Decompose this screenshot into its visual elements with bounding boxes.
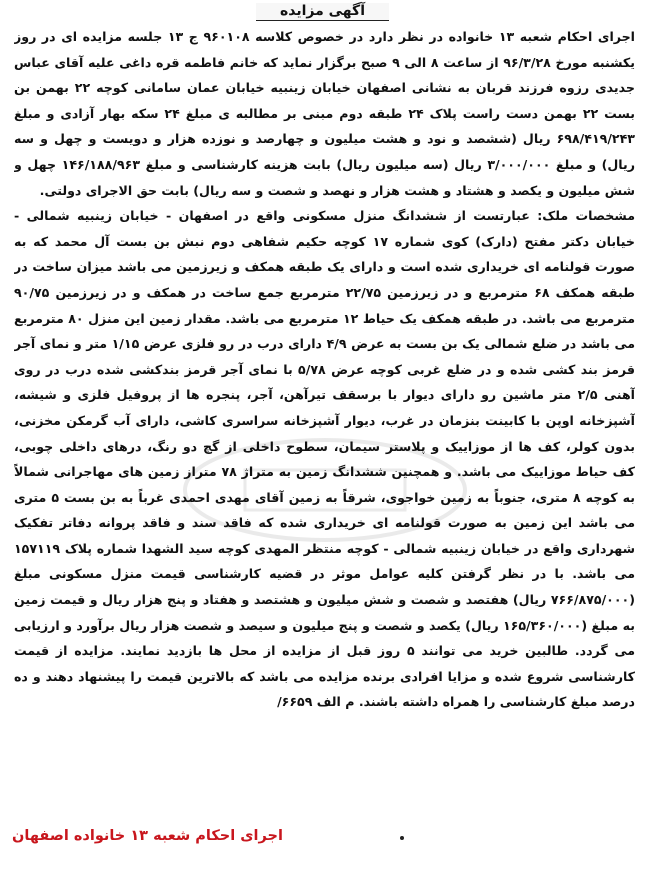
signature: اجرای احکام شعبه ۱۳ خانواده اصفهان bbox=[12, 828, 283, 844]
notice-paragraph-intro: اجرای احکام شعبه ۱۳ خانواده در نظر دارد در خصوص کلاسه ۹۶۰۱۰۸ ج ۱۳ جلسه مزایده ای در روز یکشنبه مورخ ۹۶/۳/۲۸ از ساعت ۸ الی ۹ صبح برگزار نماید که خانم فاطمه قره داغی علیه آقای عباس جدیدی رزوه فرزند قربان به نشانی اصفهان خیابان زینبیه خیابان عمان سامانی کوچه ۲۲ بهمن بن بست ۲۲ بهمن دست راست پلاک ۲۴ طبقه دوم مبنی بر مطالبه ی مبلغ ۲۴ سکه بهار آزادی و مبلغ ۶۹۸/۴۱۹/۲۴۳ ریال (ششصد و نود و هشت میلیون و چهارصد و نوزده هزار و دویست و چهل و سه ریال) و مبلغ ۳/۰۰۰/۰۰۰ ریال (سه میلیون ریال) بابت هزینه کارشناسی و مبلغ ۱۴۶/۱۸۸/۹۶۳ چهل و شش میلیون و یکصد و هشتاد و هشت هزار و نهصد و شصت و سه ریال) بابت حق الاجرای دولتی. bbox=[14, 29, 635, 198]
notice-paragraph-property: مشخصات ملک: عبارتست از ششدانگ منزل مسکونی واقع در اصفهان - خیابان زینبیه شمالی - خیابان دکتر مفتح (دارک) کوی شماره ۱۷ کوچه حکیم شفاهی دوم نبش بن بست آل محمد که به صورت قولنامه ای خریداری شده است و دارای یک طبقه همکف و زیرزمین می باشد میزان ساخت در طبقه همکف ۶۸ مترمربع و در زیرزمین ۲۲/۷۵ مترمربع جمع ساخت در همکف و در زیرزمین ۹۰/۷۵ مترمربع می باشد. در طبقه همکف یک حیاط ۱۲ مترمربع می باشد. مقدار زمین این منزل ۸۰ مترمربع می باشد در ضلع شمالی یک بن بست به عرض ۴/۹ دارای درب در رو فلزی عرض ۱/۱۵ متر و نمای آجر قرمز بند کشی شده و در ضلع غربی کوچه عرض ۵/۷۸ با نمای آجر قرمز بندکشی شده درب در روی آهنی ۲/۵ متر ماشین رو دارای دیوار با برسقف تیرآهن، آجر، پنجره ها از پروفیل فلزی و شیشه، آشپزخانه اوپن با کابینت بنزمان در غرب، دیوار آشپزخانه سراسری کاشی، دارای آب گرمکن مخزنی، بدون کولر، کف ها از موزاییک و پلاستر سیمان، سطوح داخلی از گچ دو رنگ، درهای داخلی چوبی، کف حیاط موزاییک می باشد. و همچنین ششدانگ زمین به متراژ ۷۸ متراز زمین های مهاجرانی شمالاً به کوچه ۸ متری، جنوباً به زمین خواجوی، شرقاً به زمین آقای مهدی احمدی غرباً به بن بست ۵ متری می باشد این زمین به صورت قولنامه ای خریداری شده که فاقد سند و فاقد پروانه دفاتر تفکیک شهرداری واقع در خیابان زینبیه شمالی - کوچه منتظر المهدی کوچه سید الشهدا شماره پلاک ۱۵۷۱۱۹ می باشد. با در نظر گرفتن کلیه عوامل موثر در قضیه کارشناسی قیمت منزل مسکونی مبلغ (۷۶۶/۸۷۵/۰۰۰ ریال) هفتصد و شصت و شش میلیون و هشتصد و هفتاد و پنج هزار ریال و قیمت زمین به مبلغ (۱۶۵/۳۶۰/۰۰۰ ریال) یکصد و شصت و پنج میلیون و سیصد و شصت هزار ریال برآورد و ارزیابی می گردد. طالبین خرید می توانند ۵ روز قبل از مزایده از محل ها بازدید نمایند. مزایده از قیمت کارشناسی شروع شده و مزایا افرادی برنده مزایده می باشد که بالاترین قیمت را پیشنهاد دهند و ده درصد مبلغ کارشناسی را همراه داشته باشند. م الف ۶۶۵۹/ bbox=[14, 208, 635, 710]
separator-dot bbox=[400, 836, 404, 840]
notice-title: آگهی مزایده bbox=[256, 3, 389, 21]
title-bar bbox=[0, 0, 645, 20]
notice-body bbox=[14, 24, 635, 824]
